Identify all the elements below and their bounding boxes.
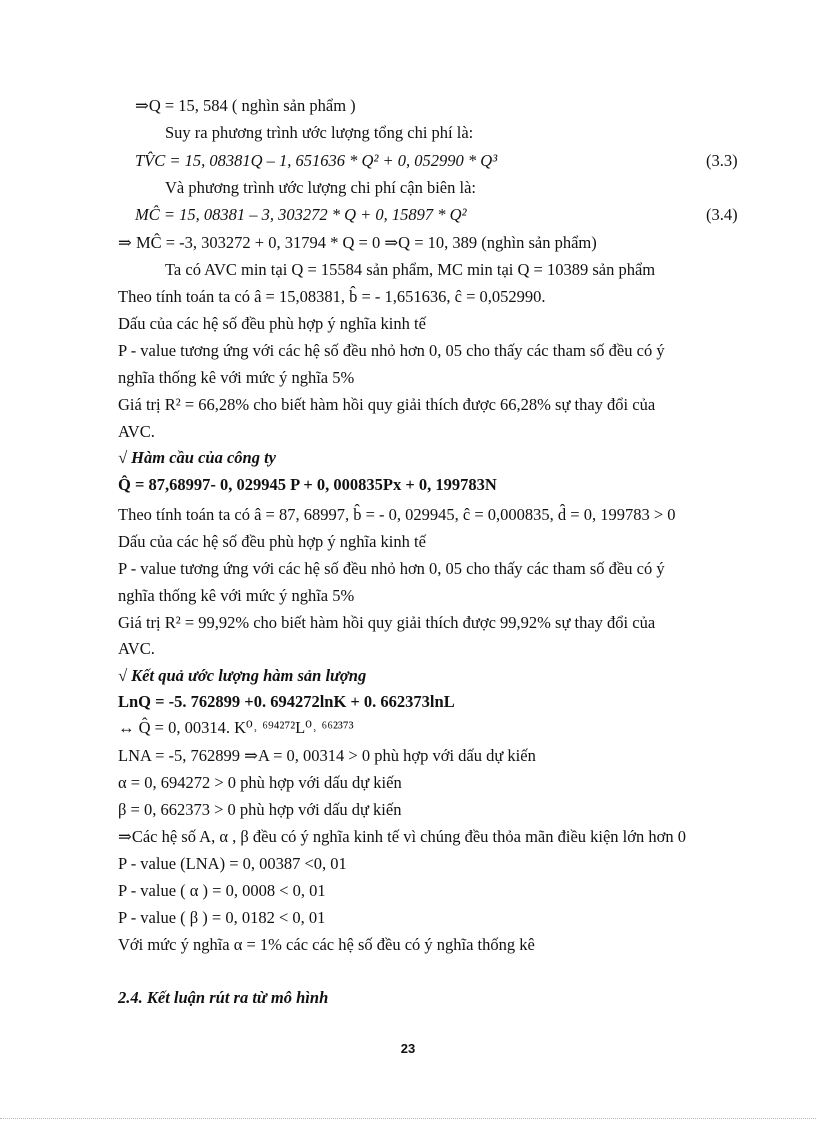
- text-line: AVC.: [118, 639, 155, 658]
- equation-production: LnQ = -5. 762899 +0. 694272lnK + 0. 662373lnL: [118, 692, 455, 711]
- text-line: Giá trị R² = 99,92% cho biết hàm hồi quy giải thích được 99,92% sự thay đổi của: [118, 613, 656, 632]
- equation-production-exp: ↔ Q̂ = 0, 00314. K⁰˒ ⁶⁹⁴²⁷²L⁰˒ ⁶⁶²³⁷³: [118, 718, 354, 737]
- text-line: nghĩa thống kê với mức ý nghĩa 5%: [118, 586, 355, 605]
- text-line: LNA = -5, 762899 ⇒A = 0, 00314 > 0 phù hợp với dấu dự kiến: [118, 746, 536, 765]
- equation-mc: MĈ = 15, 08381 – 3, 303272 * Q + 0, 15897 * Q²: [135, 205, 467, 224]
- text-line: P - value ( α ) = 0, 0008 < 0, 01: [118, 881, 326, 900]
- text-line: Dấu của các hệ số đều phù hợp ý nghĩa kinh tế: [118, 314, 426, 333]
- text-line: ⇒Q = 15, 584 ( nghìn sản phẩm ): [135, 96, 356, 115]
- text-line: α = 0, 694272 > 0 phù hợp với dấu dự kiến: [118, 773, 402, 792]
- text-line: Dấu của các hệ số đều phù hợp ý nghĩa kinh tế: [118, 532, 426, 551]
- footer-divider: [0, 1118, 816, 1119]
- text-line: P - value tương ứng với các hệ số đều nhỏ hơn 0, 05 cho thấy các tham số đều có ý: [118, 559, 665, 578]
- text-line: Giá trị R² = 66,28% cho biết hàm hồi quy giải thích được 66,28% sự thay đổi của: [118, 395, 656, 414]
- text-line: ⇒ MĈ = -3, 303272 + 0, 31794 * Q = 0 ⇒Q = 10, 389 (nghìn sản phẩm): [118, 233, 597, 252]
- text-line: Và phương trình ước lượng chi phí cận biên là:: [165, 178, 476, 197]
- equation-tvc: TV̂C = 15, 08381Q – 1, 651636 * Q² + 0, 052990 * Q³: [135, 151, 498, 170]
- text-line: AVC.: [118, 422, 155, 441]
- text-line: Suy ra phương trình ước lượng tổng chi phí là:: [165, 123, 474, 142]
- text-line: ⇒Các hệ số A, α , β đều có ý nghĩa kinh tế vì chúng đều thỏa mãn điều kiện lớn hơn 0: [118, 827, 686, 846]
- section-heading: 2.4. Kết luận rút ra từ mô hình: [118, 988, 329, 1007]
- page-number: 23: [400, 1041, 416, 1056]
- section-heading: √ Kết quả ước lượng hàm sản lượng: [118, 666, 367, 685]
- text-line: P - value (LNA) = 0, 00387 <0, 01: [118, 854, 347, 873]
- text-line: P - value ( β ) = 0, 0182 < 0, 01: [118, 908, 326, 927]
- section-heading: √ Hàm cầu của công ty: [118, 448, 277, 467]
- text-line: nghĩa thống kê với mức ý nghĩa 5%: [118, 368, 355, 387]
- text-line: Theo tính toán ta có â = 15,08381, b̂ = - 1,651636, ĉ = 0,052990.: [118, 287, 546, 306]
- text-line: Ta có AVC min tại Q = 15584 sản phẩm, MC min tại Q = 10389 sản phẩm: [165, 260, 656, 279]
- equation-demand: Q̂ = 87,68997- 0, 029945 P + 0, 000835Px + 0, 199783N: [118, 475, 497, 494]
- equation-number: (3.3): [706, 151, 738, 170]
- text-line: Theo tính toán ta có â = 87, 68997, b̂ = - 0, 029945, ĉ = 0,000835, d̂ = 0, 199783 > 0: [118, 505, 676, 524]
- text-line: β = 0, 662373 > 0 phù hợp với dấu dự kiến: [118, 800, 402, 819]
- equation-number: (3.4): [706, 205, 738, 224]
- text-line: Với mức ý nghĩa α = 1% các các hệ số đều có ý nghĩa thống kê: [118, 935, 535, 954]
- text-line: P - value tương ứng với các hệ số đều nhỏ hơn 0, 05 cho thấy các tham số đều có ý: [118, 341, 665, 360]
